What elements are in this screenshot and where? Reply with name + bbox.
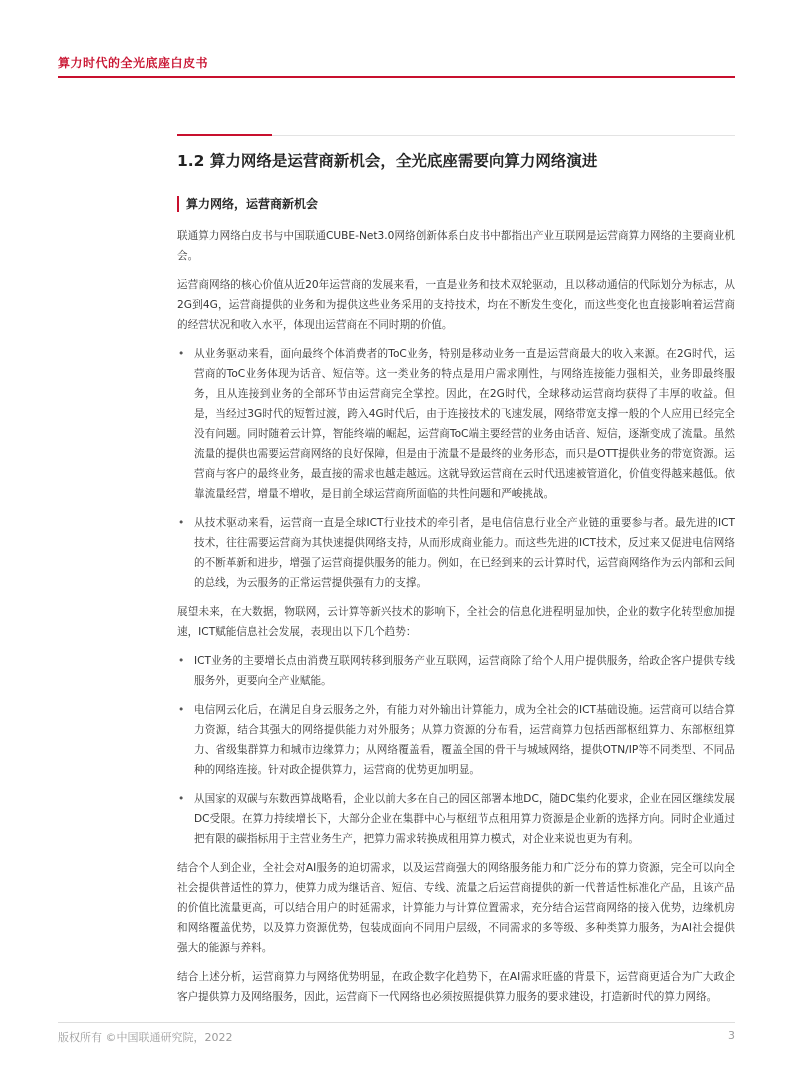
paragraph: 展望未来，在大数据，物联网，云计算等新兴技术的影响下，全社会的信息化进程明显加快，企业的数字化转型愈加提速，ICT赋能信息社会发展，表现出以下几个趋势： [177,606,735,638]
paragraph: 结合个人到企业，全社会对AI服务的迫切需求，以及运营商强大的网络服务能力和广泛分布的算力资源，完全可以向全社会提供普适性的算力，使算力成为继话音、短信、专线、流量之后运营商提供的新一代普适性标准化产品，且该产品的价值比流量更高，可以结合用户的时延需求，计算能力与计算位置需求，充分结合运营商网络的接入优势，边缘机房和网络覆盖优势，以及算力资源优势，包装成面向不同用户层级，不同需求的多等级、多种类算力服务，为AI社会提供强大的能源与养料。 [177,862,735,954]
header-divider [58,76,735,78]
section-divider [272,135,735,136]
bullet-list [177,344,735,593]
paragraph: 结合上述分析，运营商算力与网络优势明显，在政企数字化趋势下，在AI需求旺盛的背景下，运营商更适合为广大政企客户提供算力及网络服务，因此，运营商下一代网络也必须按照提供算力服务的要求建设，打造新时代的算力网络。 [177,971,735,1003]
bullet-list [177,651,735,849]
page-number: 3 [728,1029,735,1042]
subsection-title: 算力网络，运营商新机会 [177,196,318,212]
section-accent-line [177,134,272,136]
list-item: • 从技术驱动来看，运营商一直是全球ICT行业技术的牵引者，是电信信息行业全产业链的重要参与者。最先进的ICT技术，往往需要运营商为其快速提供网络支持，从而形成商业能力。而这些先进的ICT技术，反过来又促进电信网络的不断革新和进步，增强了运营商提供服务的能力。例如，在已经到来的云计算时代，运营商网络作为云内部和云间的总线，为云服务的正常运营提供强有力的支撑。 [177,513,735,593]
list-item: • ICT业务的主要增长点由消费互联网转移到服务产业互联网，运营商除了给个人用户提供服务，给政企客户提供专线服务外，更要向全产业赋能。 [177,651,735,691]
body-content [177,226,735,1016]
list-item: • 从业务驱动来看，面向最终个体消费者的ToC业务，特别是移动业务一直是运营商最大的收入来源。在2G时代，运营商的ToC业务体现为话音、短信等。这一类业务的特点是用户需求刚性，与网络连接能力强相关，业务即最终服务，且从连接到业务的全部环节由运营商完全掌控。因此，在2G时代，全球移动运营商均获得了丰厚的收益。但是，当经过3G时代的短暂过渡，跨入4G时代后，由于连接技术的飞速发展，网络带宽支撑一般的个人应用已经完全没有问题。同时随着云计算，智能终端的崛起，运营商ToC端主要经营的业务由话音、短信，逐渐变成了流量。虽然流量的提供也需要运营商网络的良好保障，但是由于流量不是最终的业务形态，而只是OTT提供业务的带宽资源。运营商与客户的最终业务，最直接的需求也越走越远。这就导致运营商在云时代迅速被管道化，价值变得越来越低。依靠流量经营，增量不增收，是目前全球运营商所面临的共性问题和严峻挑战。 [177,344,735,504]
paragraph: 运营商网络的核心价值从近20年运营商的发展来看，一直是业务和技术双轮驱动，且以移动通信的代际划分为标志，从2G到4G，运营商提供的业务和为提供这些业务采用的支持技术，均在不断发生变化，而这些变化也直接影响着运营商的经营状况和收入水平，体现出运营商在不同时期的价值。 [177,279,735,331]
footer-copyright: 版权所有 ©中国联通研究院，2022 [58,1031,233,1044]
footer-divider [58,1022,735,1023]
list-item: • 从国家的双碳与东数西算战略看，企业以前大多在自己的园区部署本地DC，随DC集约化要求，企业在园区继续发展DC受限。在算力持续增长下，大部分企业在集群中心与枢纽节点租用算力资源是企业新的选择方向。同时企业通过把有限的碳指标用于主营业务生产，把算力需求转换成租用算力模式，对企业来说也更为有利。 [177,789,735,849]
section-title: 1.2 算力网络是运营商新机会，全光底座需要向算力网络演进 [177,152,598,170]
list-item: • 电信网云化后，在满足自身云服务之外，有能力对外输出计算能力，成为全社会的ICT基础设施。运营商可以结合算力资源，结合其强大的网络提供能力对外服务；从算力资源的分布看，运营商算力包括西部枢纽算力、东部枢纽算力、省级集群算力和城市边缘算力；从网络覆盖看，覆盖全国的骨干与城域网络，提供OTN/IP等不同类型、不同品种的网络连接。针对政企提供算力，运营商的优势更加明显。 [177,700,735,780]
paragraph: 联通算力网络白皮书与中国联通CUBE-Net3.0网络创新体系白皮书中都指出产业互联网是运营商算力网络的主要商业机会。 [177,230,735,262]
document-title: 算力时代的全光底座白皮书 [58,56,209,70]
